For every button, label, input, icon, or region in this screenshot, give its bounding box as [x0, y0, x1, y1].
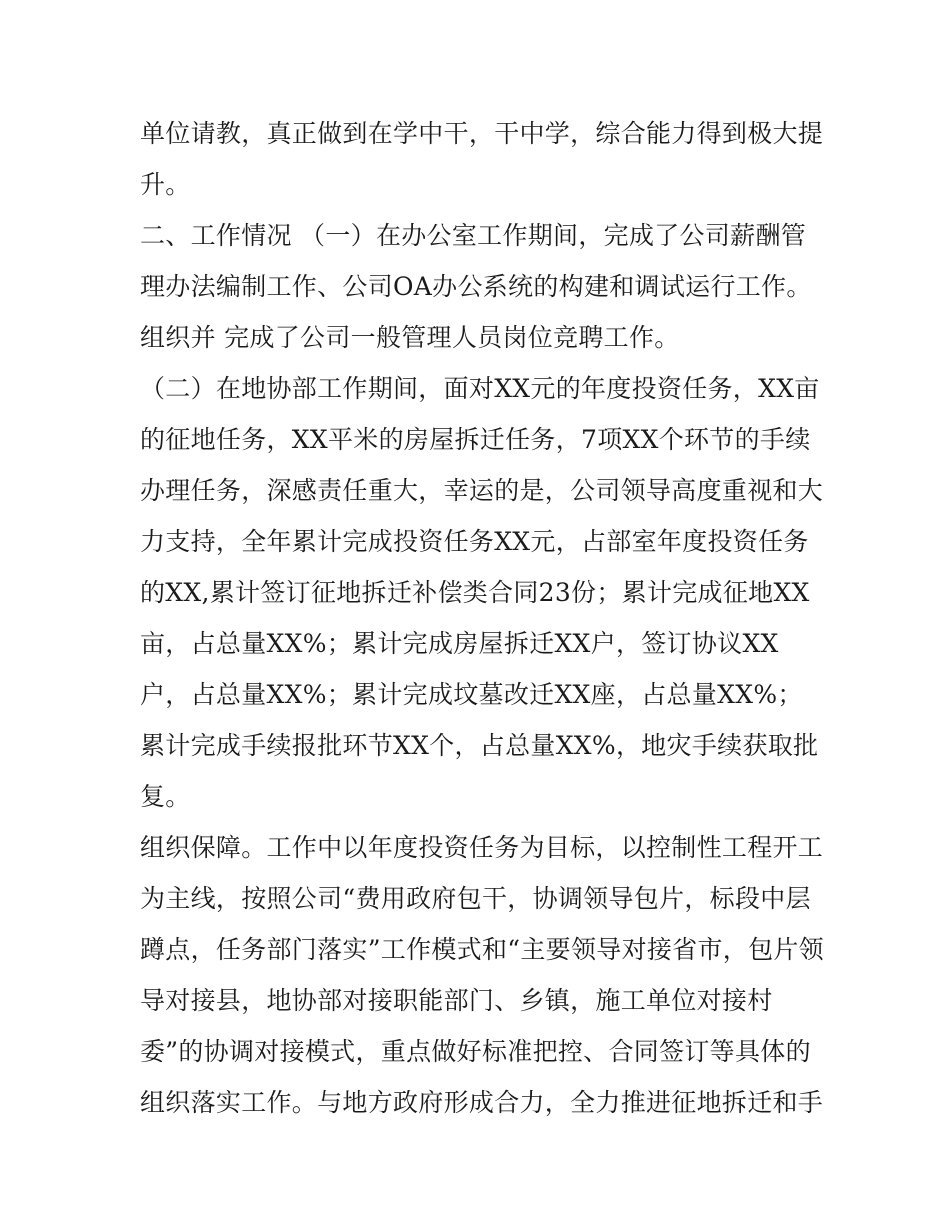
text-line: 委”的协调对接模式，重点做好标准把控、合同签订等具体的 [140, 1037, 811, 1066]
text-line: 理办法编制工作、公司OA办公系统的构建和调试运行工作。 [140, 272, 812, 301]
text-line: （二）在地协部工作期间，面对XX元的年度投资任务，XX亩 [140, 374, 820, 403]
text-line: 的征地任务，XX平米的房屋拆迁任务，7项XX个环节的手续 [140, 425, 811, 454]
text-line: 力支持，全年累计完成投资任务XX元，占部室年度投资任务 [140, 527, 809, 556]
text-line: 组织保障。工作中以年度投资任务为目标，以控制性工程开工 [140, 833, 824, 862]
text-line: 组织落实工作。与地方政府形成合力，全力推进征地拆迁和手 [140, 1088, 824, 1117]
text-line: 单位请教，真正做到在学中干，干中学，综合能力得到极大提 [140, 119, 824, 148]
text-line: 复。 [140, 782, 191, 811]
text-line: 办理任务，深感责任重大，幸运的是，公司领导高度重视和大 [140, 476, 824, 505]
text-line: 亩，占总量XX%；累计完成房屋拆迁XX户，签订协议XX [140, 629, 779, 658]
document-body [140, 108, 830, 1128]
text-line: 升。 [140, 170, 191, 199]
text-line: 二、工作情况 （一）在办公室工作期间，完成了公司薪酬管 [140, 221, 807, 250]
text-line: 蹲点，任务部门落实”工作模式和“主要领导对接省市，包片领 [140, 935, 824, 964]
text-line: 累计完成手续报批环节XX个，占总量XX%，地灾手续获取批 [140, 731, 819, 760]
text-line: 导对接县，地协部对接职能部门、乡镇，施工单位对接村 [140, 986, 773, 1015]
text-line: 组织并 完成了公司一般管理人员岗位竞聘工作。 [140, 323, 680, 352]
text-line: 户，占总量XX%；累计完成坟墓改迁XX座，占总量XX%； [140, 680, 803, 709]
text-line: 的XX,累计签订征地拆迁补偿类合同23份；累计完成征地XX [140, 578, 810, 607]
text-line: 为主线，按照公司“费用政府包干，协调领导包片，标段中层 [140, 884, 811, 913]
